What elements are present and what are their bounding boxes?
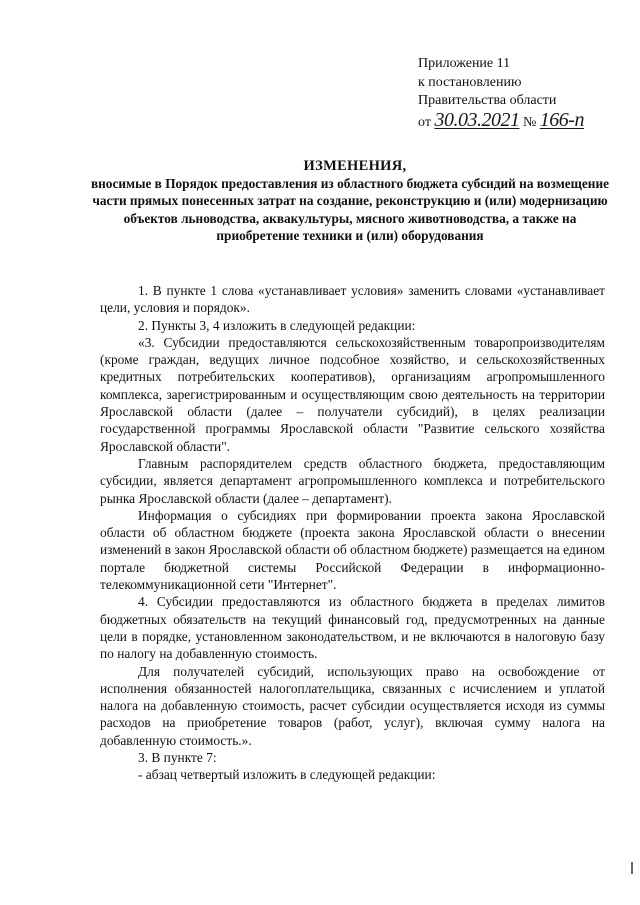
number-label: №: [522, 114, 537, 130]
paragraph: - абзац четвертый изложить в следующей редакции:: [138, 767, 436, 783]
document-title: ИЗМЕНЕНИЯ,: [303, 158, 407, 174]
paragraph: 4. Субсидии предоставляются из областного бюджета в пределах лимитов бюджетных обязательств на текущий финансовый год, предусмотренных на данные цели в порядке, установленном законодательством, и не включаются в налоговую базу по налогу на добавленную стоимость.: [100, 594, 605, 662]
document-body: [100, 282, 605, 784]
paragraph: 1. В пункте 1 слова «устанавливает условия» заменить словами «устанавливает цели, условия и порядок».: [100, 283, 605, 316]
paragraph: 2. Пункты 3, 4 изложить в следующей редакции:: [138, 317, 416, 333]
handwritten-number: 166-п: [539, 108, 584, 131]
paragraph: Главным распорядителем средств областного бюджета, предоставляющим субсидии, является департамент агропромышленного комплекса и потребительского рынка Ярославской области (далее – департамент).: [100, 455, 605, 506]
paragraph: «3. Субсидии предоставляются сельскохозяйственным товаропроизводителям (кроме граждан, ведущих личное подсобное хозяйство, и сельскохозяйственных кредитных потребительских кооперативов), организациям агропромышленного комплекса, зарегистрированным и осуществляющим свою деятельность на территории Ярославской области (далее – получатели субсидий), в целях реализации государственной программы Ярославской области "Развитие сельского хозяйства Ярославской области".: [100, 334, 605, 454]
resolution-date-line: [418, 108, 628, 133]
appendix-line: Правительства области: [418, 93, 557, 108]
document-subtitle: вносимые в Порядок предоставления из областного бюджета субсидий на возмещение части прямых понесенных затрат на создание, реконструкцию и (или) модернизацию объектов льноводства, аквакультуры, мясного животноводства, а также на приобретение техники и (или) оборудования: [90, 176, 610, 243]
handwritten-date: 30.03.2021: [434, 108, 520, 131]
appendix-line: к постановлению: [418, 74, 522, 90]
appendix-line: Приложение 11: [418, 56, 511, 71]
appendix-header: [418, 55, 628, 132]
paragraph: 3. В пункте 7:: [138, 750, 217, 766]
from-label: от: [418, 114, 431, 130]
scan-edge-mark: [631, 862, 633, 874]
paragraph: Для получателей субсидий, использующих право на освобождение от исполнения обязанностей налогоплательщика, связанных с исчислением и уплатой налога на добавленную стоимость, расчет субсидии осуществляется исходя из суммы расходов на приобретение товаров (работ, услуг), включая сумму налога на добавленную стоимость.».: [100, 663, 605, 748]
paragraph: Информация о субсидиях при формировании проекта закона Ярославской области об областном бюджете (проекта закона Ярославской области о внесении изменений в закон Ярославской области об областном бюджете) размещается на едином портале бюджетной системы Российской Федерации в информационно-телекоммуникационной сети "Интернет".: [100, 507, 605, 593]
